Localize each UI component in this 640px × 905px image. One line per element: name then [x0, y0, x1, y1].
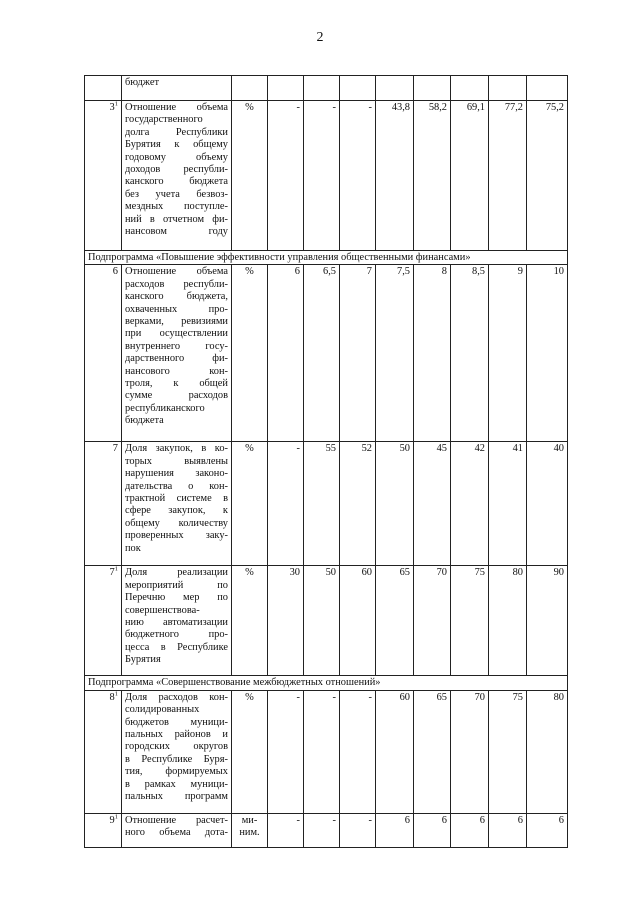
value-cell: 75 — [489, 690, 527, 813]
indicator-name-line: дательства о кон- — [125, 480, 228, 492]
value-cell: 6 — [414, 813, 451, 847]
indicator-name-line: Отношение расчет- — [125, 814, 228, 826]
indicator-name-line: троля, к общей — [125, 378, 228, 390]
indicator-name-line: торых выявлены — [125, 455, 228, 467]
value-cell: 70 — [451, 690, 489, 813]
value-cell: 42 — [451, 442, 489, 566]
table-row — [85, 265, 568, 442]
table-row — [85, 76, 568, 101]
row-number — [85, 76, 122, 101]
indicator-name-line: солидированных — [125, 704, 200, 716]
value-cell: 75 — [451, 566, 489, 676]
indicator-name-line: охваченных про- — [125, 303, 228, 315]
value-cell: - — [268, 442, 304, 566]
indicator-name-line: расходов республи- — [125, 278, 228, 290]
indicator-name-line: Бурятия — [125, 654, 161, 666]
value-cell: - — [340, 690, 376, 813]
table-row — [85, 442, 568, 566]
row-number: $3^1$ — [85, 101, 122, 251]
value-cell: 50 — [376, 442, 414, 566]
value-cell: 6 — [376, 813, 414, 847]
indicator-name-line: Перечню мер по — [125, 592, 228, 604]
value-cell: 55 — [304, 442, 340, 566]
indicator-name-line: цесса в Республике — [125, 641, 228, 653]
table-row — [85, 690, 568, 813]
row-number: $8^1$ — [85, 690, 122, 813]
value-cell — [304, 76, 340, 101]
indicator-name-line: нарушения законо- — [125, 468, 228, 480]
row-number-superscript: 1 — [114, 690, 118, 698]
value-cell — [340, 76, 376, 101]
unit-of-measure: % — [232, 101, 268, 251]
value-cell: 58,2 — [414, 101, 451, 251]
indicator-name — [122, 265, 232, 442]
section-row — [85, 676, 568, 690]
indicator-name-line: долга Республики — [125, 126, 228, 138]
value-cell: 77,2 — [489, 101, 527, 251]
value-cell: 75,2 — [527, 101, 568, 251]
value-cell: 41 — [489, 442, 527, 566]
value-cell: 8,5 — [451, 265, 489, 442]
page-number: 2 — [316, 30, 324, 45]
row-number: $9^1$ — [85, 813, 122, 847]
value-cell — [489, 76, 527, 101]
indicator-name-line: бюджетов муници- — [125, 716, 228, 728]
indicator-name-line: бюджет — [125, 77, 160, 88]
value-cell: 60 — [340, 566, 376, 676]
indicator-name-line: Доля закупок, в ко- — [125, 443, 228, 455]
row-number: 6 — [85, 265, 122, 442]
indicator-name-line: доходов республи- — [125, 164, 228, 176]
value-cell: 60 — [376, 690, 414, 813]
indicator-name-line: тия, формируемых — [125, 766, 228, 778]
indicator-name-line: нансового кон- — [125, 365, 228, 377]
unit-line: ним. — [239, 827, 260, 839]
indicator-name-line: Отношение объема — [125, 266, 228, 278]
unit-line: ми- — [241, 814, 258, 826]
indicator-name-line: государственного — [125, 114, 203, 126]
value-cell: 80 — [527, 690, 568, 813]
value-cell: - — [304, 690, 340, 813]
value-cell: 65 — [414, 690, 451, 813]
value-cell: - — [304, 813, 340, 847]
row-number: 7 — [85, 442, 122, 566]
section-title: Подпрограмма «Совершенствование межбюджетных отношений» — [85, 676, 568, 690]
value-cell: 40 — [527, 442, 568, 566]
value-cell — [268, 76, 304, 101]
value-cell — [527, 76, 568, 101]
indicator-name-line: трактной системе в — [125, 493, 228, 505]
indicator-name-line: совершенствова- — [125, 604, 200, 616]
value-cell: - — [304, 101, 340, 251]
value-cell: 6 — [527, 813, 568, 847]
indicator-name — [122, 76, 232, 101]
unit-of-measure: % — [232, 442, 268, 566]
value-cell: 6 — [489, 813, 527, 847]
indicator-name-line: нию автоматизации — [125, 617, 228, 629]
indicator-name-line: Доля реализации — [125, 567, 228, 579]
section-row — [85, 251, 568, 265]
indicator-name-line: республиканского — [125, 402, 205, 414]
indicator-name-line: пальных программ — [125, 791, 228, 803]
value-cell: - — [268, 813, 304, 847]
indicator-name — [122, 442, 232, 566]
table-row — [85, 101, 568, 251]
value-cell: 70 — [414, 566, 451, 676]
unit-of-measure: % — [232, 566, 268, 676]
indicator-name-line: в Республике Буря- — [125, 753, 228, 765]
indicator-name-line: в рамках муници- — [125, 778, 228, 790]
indicator-name-line: Бурятия к общему — [125, 139, 228, 151]
value-cell: 50 — [304, 566, 340, 676]
indicator-name-line: ного объема дота- — [125, 827, 228, 839]
value-cell: - — [268, 690, 304, 813]
indicator-name-line: ний в отчетном фи- — [125, 213, 228, 225]
unit-of-measure — [232, 813, 268, 847]
indicator-name-line: сфере закупок, к — [125, 505, 228, 517]
section-title: Подпрограмма «Повышение эффективности управления общественными финансами» — [85, 251, 568, 265]
indicator-name — [122, 566, 232, 676]
indicator-name-line: без учета безвоз- — [125, 188, 228, 200]
value-cell: 6 — [268, 265, 304, 442]
value-cell: 10 — [527, 265, 568, 442]
indicator-name — [122, 813, 232, 847]
row-number-superscript: 1 — [114, 565, 118, 573]
table-row — [85, 566, 568, 676]
value-cell: 80 — [489, 566, 527, 676]
value-cell: 69,1 — [451, 101, 489, 251]
indicator-name-line: мероприятий по — [125, 579, 228, 591]
indicator-name-line: бюджета — [125, 415, 164, 427]
value-cell: 8 — [414, 265, 451, 442]
indicator-name-line: внутреннего госу- — [125, 340, 228, 352]
table-row — [85, 813, 568, 847]
indicator-name — [122, 101, 232, 251]
row-number-superscript: 1 — [114, 813, 118, 821]
indicator-name-line: Отношение объема — [125, 102, 228, 113]
value-cell — [376, 76, 414, 101]
value-cell: 43,8 — [376, 101, 414, 251]
unit-of-measure — [232, 76, 268, 101]
value-cell: 6 — [451, 813, 489, 847]
indicator-name-line: при осуществлении — [125, 328, 228, 340]
indicator-name-line: нансовом году — [125, 226, 228, 238]
indicator-name-line: канского бюджета, — [125, 291, 228, 303]
indicator-name-line: канского бюджета — [125, 176, 228, 188]
indicator-name — [122, 690, 232, 813]
value-cell: - — [340, 101, 376, 251]
value-cell: 52 — [340, 442, 376, 566]
indicator-name-line: дарственного фи- — [125, 353, 228, 365]
indicator-name-line: бюджетного про- — [125, 629, 228, 641]
unit-of-measure: % — [232, 690, 268, 813]
value-cell: 7,5 — [376, 265, 414, 442]
indicator-name-line: общему количеству — [125, 517, 228, 529]
indicator-name-line: годовому объему — [125, 151, 228, 163]
value-cell: 9 — [489, 265, 527, 442]
row-number-superscript: 1 — [114, 100, 118, 108]
indicator-name-line: пальных районов и — [125, 729, 228, 741]
indicator-name-line: Доля расходов кон- — [125, 691, 228, 703]
value-cell: - — [340, 813, 376, 847]
value-cell: 30 — [268, 566, 304, 676]
value-cell — [414, 76, 451, 101]
row-number: $7^1$ — [85, 566, 122, 676]
value-cell: 90 — [527, 566, 568, 676]
indicator-name-line: верками, ревизиями — [125, 316, 228, 328]
unit-of-measure: % — [232, 265, 268, 442]
indicator-name-line: мездных поступле- — [125, 201, 228, 213]
value-cell: 7 — [340, 265, 376, 442]
indicator-name-line: городских округов — [125, 741, 228, 753]
value-cell: - — [268, 101, 304, 251]
indicators-table — [84, 75, 568, 848]
value-cell: 65 — [376, 566, 414, 676]
value-cell — [451, 76, 489, 101]
indicator-name-line: проверенных заку- — [125, 530, 228, 542]
indicator-name-line: пок — [125, 542, 141, 554]
value-cell: 6,5 — [304, 265, 340, 442]
value-cell: 45 — [414, 442, 451, 566]
indicator-name-line: сумме расходов — [125, 390, 228, 402]
